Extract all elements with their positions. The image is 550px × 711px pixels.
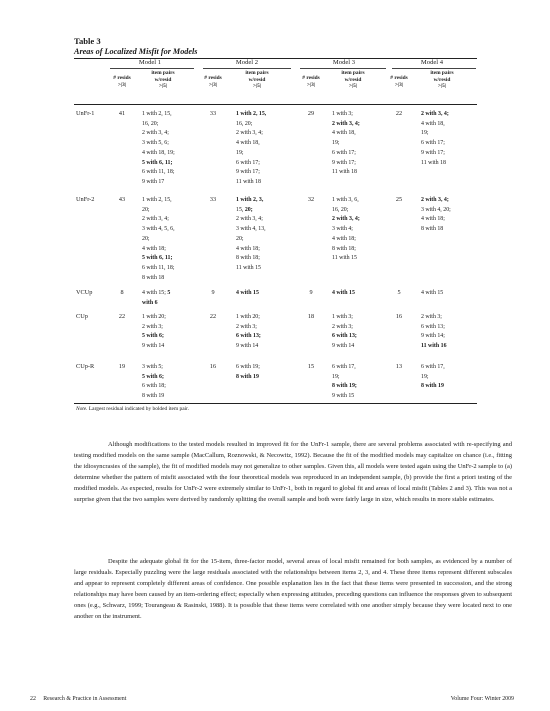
- item-pair-text: 6 with 11, 18;: [142, 169, 175, 176]
- item-pair-line: [332, 373, 390, 383]
- resids-heading-line: >|3|: [117, 81, 127, 88]
- model-1-underline: [110, 68, 194, 69]
- item-pair-text: 9 with 17;: [236, 169, 260, 176]
- item-pair-line: [421, 159, 479, 169]
- item-pair-text: 3 with 4, 20;: [421, 206, 451, 213]
- item-pair-line: [332, 392, 390, 402]
- item-pair-line: [421, 225, 479, 235]
- item-pair-line: [142, 196, 200, 206]
- item-pair-line: [421, 332, 479, 342]
- item-pair-line: [421, 149, 479, 159]
- resid-count: 41: [118, 110, 126, 117]
- item-pair-text: 4 with 18;: [332, 235, 356, 242]
- item-pairs-cell: [142, 110, 200, 188]
- item-pair-line: [332, 110, 390, 120]
- pairs-heading-line: item pairs: [341, 70, 365, 76]
- table-title: Areas of Localized Misfit for Models: [74, 47, 198, 56]
- item-pair-line: [236, 206, 294, 216]
- item-pair-line: [236, 363, 294, 373]
- item-pair-text: 1 with 20;: [142, 314, 166, 320]
- item-pairs-cell: [332, 196, 390, 264]
- item-pair-text: 19;: [421, 373, 429, 380]
- item-pair-text: 2 with 3;: [236, 323, 257, 330]
- pairs-column-heading: [232, 70, 282, 90]
- item-pair-line: [142, 129, 200, 139]
- resid-count: 33: [209, 196, 217, 203]
- item-pair-text: 6 with 11, 18;: [142, 264, 175, 271]
- pairs-heading-line: w/resid: [154, 76, 172, 83]
- item-pair-line: [236, 245, 294, 255]
- item-pair-line: [236, 110, 294, 120]
- item-pairs-cell: [421, 289, 479, 299]
- pairs-column-heading: [138, 70, 188, 90]
- item-pair-line: [332, 168, 390, 178]
- item-pair-line: [421, 120, 479, 130]
- resid-count: 22: [395, 110, 403, 117]
- item-pair-line: [332, 225, 390, 235]
- item-pair-line: [142, 274, 200, 284]
- row-label: VCUp: [76, 289, 93, 296]
- item-pair-line: [421, 206, 479, 216]
- item-pairs-cell: [421, 313, 479, 352]
- item-pair-text: 2 with 3;: [332, 323, 353, 330]
- resids-heading-line: >|3|: [394, 81, 404, 88]
- resid-count: 22: [118, 313, 126, 320]
- item-pair-line: [142, 149, 200, 159]
- item-pair-line: [332, 254, 390, 264]
- item-pair-line: [142, 342, 200, 352]
- item-pair-line: [421, 342, 479, 352]
- item-pair-text: 20;: [236, 235, 244, 242]
- model-4-underline: [392, 68, 476, 69]
- pairs-heading-line: >|5|: [158, 83, 168, 90]
- resid-count: 16: [395, 313, 403, 320]
- item-pair-text: 6 with 17;: [236, 159, 260, 166]
- item-pair-line: [332, 196, 390, 206]
- largest-residual-pair: 8 with 19: [421, 383, 444, 390]
- item-pair-line: [142, 206, 200, 216]
- item-pair-text: 11 with 15: [332, 255, 357, 262]
- largest-residual-pair: 1 with 2, 3,: [236, 197, 264, 203]
- item-pair-text: 2 with 3;: [421, 314, 442, 320]
- item-pair-text: 8 with 19: [142, 393, 165, 400]
- item-pair-line: [142, 363, 200, 373]
- item-pair-text: 4 with 15;: [142, 290, 168, 296]
- item-pair-line: [332, 245, 390, 255]
- pairs-column-heading: [328, 70, 378, 90]
- item-pair-text: 19;: [332, 373, 340, 380]
- item-pair-line: [421, 129, 479, 139]
- resid-count: 18: [307, 313, 315, 320]
- item-pair-line: [421, 139, 479, 149]
- item-pair-line: [332, 289, 390, 299]
- largest-residual-pair: 6 with 13;: [236, 333, 261, 340]
- item-pair-text: 19;: [236, 149, 244, 156]
- item-pair-line: [332, 342, 390, 352]
- resids-column-heading: [193, 75, 233, 88]
- resid-count: 33: [209, 110, 217, 117]
- item-pair-line: [236, 342, 294, 352]
- item-pair-line: [236, 313, 294, 323]
- resids-heading-line: >|3|: [306, 81, 316, 88]
- item-pair-text: 1 with 3, 6,: [332, 197, 359, 203]
- largest-residual-pair: 4 with 15: [236, 290, 259, 296]
- item-pairs-cell: [332, 363, 390, 402]
- largest-residual-pair: 5 with 6;: [142, 373, 164, 380]
- item-pair-line: [142, 332, 200, 342]
- item-pair-line: [236, 323, 294, 333]
- item-pair-line: [421, 289, 479, 299]
- item-pair-text: 4 with 18;: [236, 245, 260, 252]
- item-pair-line: [332, 235, 390, 245]
- item-pair-text: 4 with 18;: [142, 245, 166, 252]
- item-pair-line: [332, 206, 390, 216]
- item-pair-text: 9 with 17: [142, 178, 165, 185]
- pairs-heading-line: w/resid: [433, 76, 451, 83]
- item-pairs-cell: [332, 289, 390, 299]
- item-pair-line: [236, 149, 294, 159]
- note-label: Note.: [76, 406, 88, 412]
- pairs-heading-line: >|5|: [437, 83, 447, 90]
- resid-count: 43: [118, 196, 126, 203]
- resid-count: 15: [307, 363, 315, 370]
- item-pair-text: 6 with 17;: [421, 140, 445, 147]
- item-pairs-cell: [236, 289, 294, 299]
- row-label: CUp-R: [76, 363, 95, 370]
- item-pair-text: 11 with 18: [421, 159, 446, 166]
- resid-count: 19: [118, 363, 126, 370]
- table-note: [76, 406, 189, 412]
- item-pair-text: 1 with 20;: [236, 314, 260, 320]
- item-pair-text: 3 with 4, 5, 6,: [142, 226, 175, 233]
- resid-count: 8: [120, 289, 124, 296]
- model-3-heading: Model 3: [332, 59, 356, 66]
- table-number: Table 3: [74, 36, 101, 46]
- item-pair-line: [332, 382, 390, 392]
- item-pair-text: 6 with 17,: [421, 364, 445, 370]
- model-2-underline: [203, 68, 291, 69]
- model-4-heading: Model 4: [420, 59, 444, 66]
- item-pair-line: [236, 168, 294, 178]
- item-pair-text: 9 with 14: [332, 343, 355, 350]
- item-pairs-cell: [236, 196, 294, 274]
- item-pair-line: [332, 120, 390, 130]
- largest-residual-pair: 5 with 6;: [142, 333, 164, 340]
- largest-residual-pair: 1 with 2, 15,: [236, 111, 267, 117]
- item-pairs-cell: [142, 313, 200, 352]
- item-pair-line: [421, 313, 479, 323]
- item-pair-text: 3 with 4;: [332, 226, 353, 233]
- item-pair-line: [142, 168, 200, 178]
- resids-column-heading: [102, 75, 142, 88]
- resids-heading-line: >|3|: [208, 81, 218, 88]
- item-pair-text: 6 with 19;: [236, 364, 260, 370]
- item-pair-line: [332, 323, 390, 333]
- resids-column-heading: [379, 75, 419, 88]
- item-pair-text: 4 with 18,: [332, 130, 356, 137]
- item-pairs-cell: [332, 313, 390, 352]
- item-pair-text: 6 with 17;: [332, 149, 356, 156]
- resid-count: 5: [397, 289, 401, 296]
- item-pair-line: [142, 225, 200, 235]
- item-pair-line: [142, 139, 200, 149]
- resid-count: 9: [309, 289, 313, 296]
- item-pair-line: [236, 225, 294, 235]
- resids-heading-line: # resids: [302, 75, 320, 81]
- item-pair-line: [142, 289, 200, 299]
- item-pair-text: 19;: [421, 130, 429, 137]
- item-pair-text: 8 with 18;: [332, 245, 356, 252]
- item-pairs-cell: [236, 313, 294, 352]
- item-pair-text: 4 with 18,: [421, 120, 445, 127]
- table-header-rule: [74, 104, 477, 105]
- item-pair-line: [142, 323, 200, 333]
- item-pair-line: [236, 159, 294, 169]
- item-pair-line: [236, 129, 294, 139]
- item-pair-text: 9 with 14: [142, 343, 165, 350]
- model-1-heading: Model 1: [138, 59, 162, 66]
- item-pairs-cell: [236, 363, 294, 382]
- table-bottom-rule: [74, 403, 477, 404]
- largest-residual-pair: with 6: [142, 299, 158, 306]
- item-pairs-cell: [421, 196, 479, 235]
- item-pair-text: 16, 20;: [332, 206, 349, 213]
- item-pair-line: [332, 363, 390, 373]
- item-pair-text: 9 with 17;: [421, 149, 445, 156]
- pairs-heading-line: w/resid: [248, 76, 266, 83]
- item-pair-line: [236, 120, 294, 130]
- item-pair-line: [236, 254, 294, 264]
- item-pair-line: [142, 382, 200, 392]
- item-pair-line: [142, 110, 200, 120]
- item-pair-text: 11 with 18: [236, 178, 261, 185]
- item-pair-line: [142, 245, 200, 255]
- item-pair-text: 6 with 17,: [332, 364, 356, 370]
- resids-heading-line: # resids: [204, 75, 222, 81]
- item-pair-line: [421, 323, 479, 333]
- largest-residual-pair: 5: [167, 290, 171, 296]
- item-pair-line: [236, 235, 294, 245]
- row-label: UnFr-1: [76, 110, 95, 117]
- largest-residual-pair: 6 with 13;: [332, 333, 357, 340]
- item-pair-line: [421, 215, 479, 225]
- item-pair-text: 16, 20;: [142, 120, 159, 127]
- item-pair-text: 2 with 3, 4;: [142, 216, 169, 223]
- item-pair-text: 20;: [142, 235, 150, 242]
- item-pair-line: [421, 110, 479, 120]
- item-pair-line: [142, 235, 200, 245]
- item-pair-line: [421, 373, 479, 383]
- resid-count: 22: [209, 313, 217, 320]
- item-pair-text: 4 with 15: [421, 290, 444, 296]
- footer-volume: Volume Four: Winter 2009: [450, 696, 514, 702]
- item-pair-text: 11 with 15: [236, 264, 261, 271]
- item-pair-text: 3 with 5;: [142, 364, 163, 370]
- item-pair-line: [142, 264, 200, 274]
- largest-residual-pair: 11 with 16: [421, 343, 447, 350]
- item-pair-text: 1 with 3;: [332, 314, 353, 320]
- resid-count: 13: [395, 363, 403, 370]
- item-pair-text: 8 with 18: [421, 226, 444, 233]
- item-pair-text: 2 with 3, 4;: [236, 130, 263, 137]
- item-pair-line: [332, 149, 390, 159]
- item-pairs-cell: [421, 110, 479, 168]
- item-pair-text: 1 with 2, 15,: [142, 197, 172, 203]
- item-pair-line: [236, 178, 294, 188]
- item-pair-line: [332, 215, 390, 225]
- resid-count: 32: [307, 196, 315, 203]
- largest-residual-pair: 4 with 15: [332, 290, 355, 296]
- largest-residual-pair: 5 with 6, 11;: [142, 159, 173, 166]
- item-pair-line: [332, 313, 390, 323]
- resids-heading-line: # resids: [390, 75, 408, 81]
- item-pair-text: 15,: [236, 206, 245, 213]
- item-pair-line: [142, 254, 200, 264]
- item-pair-line: [236, 332, 294, 342]
- largest-residual-pair: 2 with 3, 4;: [421, 197, 449, 203]
- item-pair-line: [142, 159, 200, 169]
- pairs-column-heading: [417, 70, 467, 90]
- pairs-heading-line: item pairs: [245, 70, 269, 76]
- item-pair-line: [421, 196, 479, 206]
- item-pair-line: [236, 139, 294, 149]
- item-pair-text: 2 with 3;: [142, 323, 163, 330]
- item-pair-line: [142, 299, 200, 309]
- body-paragraph-1: Although modifications to the tested models resulted in improved fit for the UnFr-1 sample, there are several problems associated with re-specifying and testing modified models on the same sample (MacCallum, Roznowski, & Necowitz, 1992). Because the fit of the modified models may capitalize on chance (i.e., fitting the idiosyncrasies of the sample), the fit of modified models may not generalize to other samples. Given this, all models were tested again using the UnFr-2 sample to (a) determine whether the pattern of misfit associated with the four theoretical models was reproduced in an independent sample, (b) provide the first a priori testing of the modified models. As expected, results for UnFr-2 were extremely similar to UnFr-1, both in regard to global fit and areas of local misfit (Tables 2 and 3). This was not a surprise given that the two samples were derived by randomly splitting the overall sample and both were fairly large in size, which results in more stable estimates.: [74, 441, 512, 503]
- item-pair-line: [142, 120, 200, 130]
- pairs-heading-line: w/resid: [344, 76, 362, 83]
- footer-journal: 22 Research & Practice in Assessment: [30, 696, 127, 702]
- item-pair-line: [421, 382, 479, 392]
- pairs-heading-line: item pairs: [430, 70, 454, 76]
- item-pair-text: 2 with 3, 4;: [142, 130, 169, 137]
- item-pair-line: [421, 363, 479, 373]
- item-pair-text: 11 with 18: [332, 169, 357, 176]
- item-pair-text: 4 with 18,: [236, 140, 260, 147]
- item-pair-text: 9 with 14;: [421, 333, 445, 340]
- item-pair-text: 6 with 13;: [421, 323, 445, 330]
- pairs-heading-line: >|5|: [348, 83, 358, 90]
- item-pair-text: 8 with 18: [142, 274, 165, 281]
- largest-residual-pair: 2 with 3, 4;: [421, 111, 449, 117]
- largest-residual-pair: 8 with 19: [236, 373, 259, 380]
- item-pair-line: [236, 373, 294, 383]
- item-pair-text: 9 with 14: [236, 343, 259, 350]
- largest-residual-pair: 8 with 19;: [332, 383, 357, 390]
- item-pairs-cell: [142, 363, 200, 402]
- row-label: UnFr-2: [76, 196, 95, 203]
- item-pair-line: [142, 373, 200, 383]
- item-pair-line: [332, 139, 390, 149]
- largest-residual-pair: 5 with 6, 11;: [142, 255, 173, 262]
- item-pair-text: 9 with 15: [332, 393, 355, 400]
- item-pairs-cell: [332, 110, 390, 178]
- item-pair-text: 2 with 3, 4;: [236, 216, 263, 223]
- pairs-heading-line: item pairs: [151, 70, 175, 76]
- item-pairs-cell: [142, 196, 200, 283]
- body-paragraph-2: Despite the adequate global fit for the 15-item, three-factor model, several areas of local misfit remained for both samples, as evidenced by a number of large residuals. Especially puzzling were the large residuals associated with the relationships between items 2, 3, and 4. These three items represent different subscales and appear to represent completely different areas of confidence. One possible explanation lies in the fact that these items were presented in succession, and the strong relationships may have been caused by an item-ordering effect; especially when expressing attitudes, preceding questions can influence the responses given to subsequent ones (e.g., Schwarz, 1999; Tourangeau & Rasinski, 1988). It is possible that these items were correlated with one another simply because they were located next to one another on the instrument.: [74, 558, 512, 620]
- item-pair-line: [236, 196, 294, 206]
- item-pair-text: 1 with 3;: [332, 111, 353, 117]
- item-pair-line: [332, 332, 390, 342]
- item-pairs-cell: [236, 110, 294, 188]
- resid-count: 16: [209, 363, 217, 370]
- row-label: CUp: [76, 313, 88, 320]
- item-pairs-cell: [421, 363, 479, 392]
- model-3-underline: [300, 68, 386, 69]
- item-pair-text: 9 with 17;: [332, 159, 356, 166]
- resids-heading-line: # resids: [113, 75, 131, 81]
- item-pair-line: [332, 159, 390, 169]
- resids-column-heading: [291, 75, 331, 88]
- item-pair-line: [236, 215, 294, 225]
- item-pair-text: 3 with 4, 13,: [236, 226, 266, 233]
- item-pair-text: 4 with 18, 19;: [142, 149, 175, 156]
- item-pair-text: 1 with 2, 15,: [142, 111, 172, 117]
- resid-count: 25: [395, 196, 403, 203]
- item-pair-line: [142, 215, 200, 225]
- resid-count: 29: [307, 110, 315, 117]
- item-pair-line: [142, 313, 200, 323]
- item-pair-text: 16, 20;: [236, 120, 253, 127]
- item-pair-line: [236, 289, 294, 299]
- item-pair-text: 6 with 18;: [142, 383, 166, 390]
- item-pairs-cell: [142, 289, 200, 308]
- item-pair-line: [142, 178, 200, 188]
- largest-residual-pair: 2 with 3, 4;: [332, 216, 360, 223]
- note-text: Largest residual indicated by bolded item pair.: [87, 406, 189, 412]
- item-pair-text: 3 with 5, 6;: [142, 140, 169, 147]
- item-pair-text: 4 with 18;: [421, 216, 445, 223]
- item-pair-line: [142, 392, 200, 402]
- pairs-heading-line: >|5|: [252, 83, 262, 90]
- item-pair-text: 20;: [142, 206, 150, 213]
- item-pair-line: [236, 264, 294, 274]
- item-pair-text: 8 with 18;: [236, 255, 260, 262]
- largest-residual-pair: 2 with 3, 4;: [332, 120, 360, 127]
- item-pair-text: 19;: [332, 140, 340, 147]
- resid-count: 9: [211, 289, 215, 296]
- largest-residual-pair: 20;: [244, 206, 253, 213]
- item-pair-line: [332, 129, 390, 139]
- model-2-heading: Model 2: [235, 59, 259, 66]
